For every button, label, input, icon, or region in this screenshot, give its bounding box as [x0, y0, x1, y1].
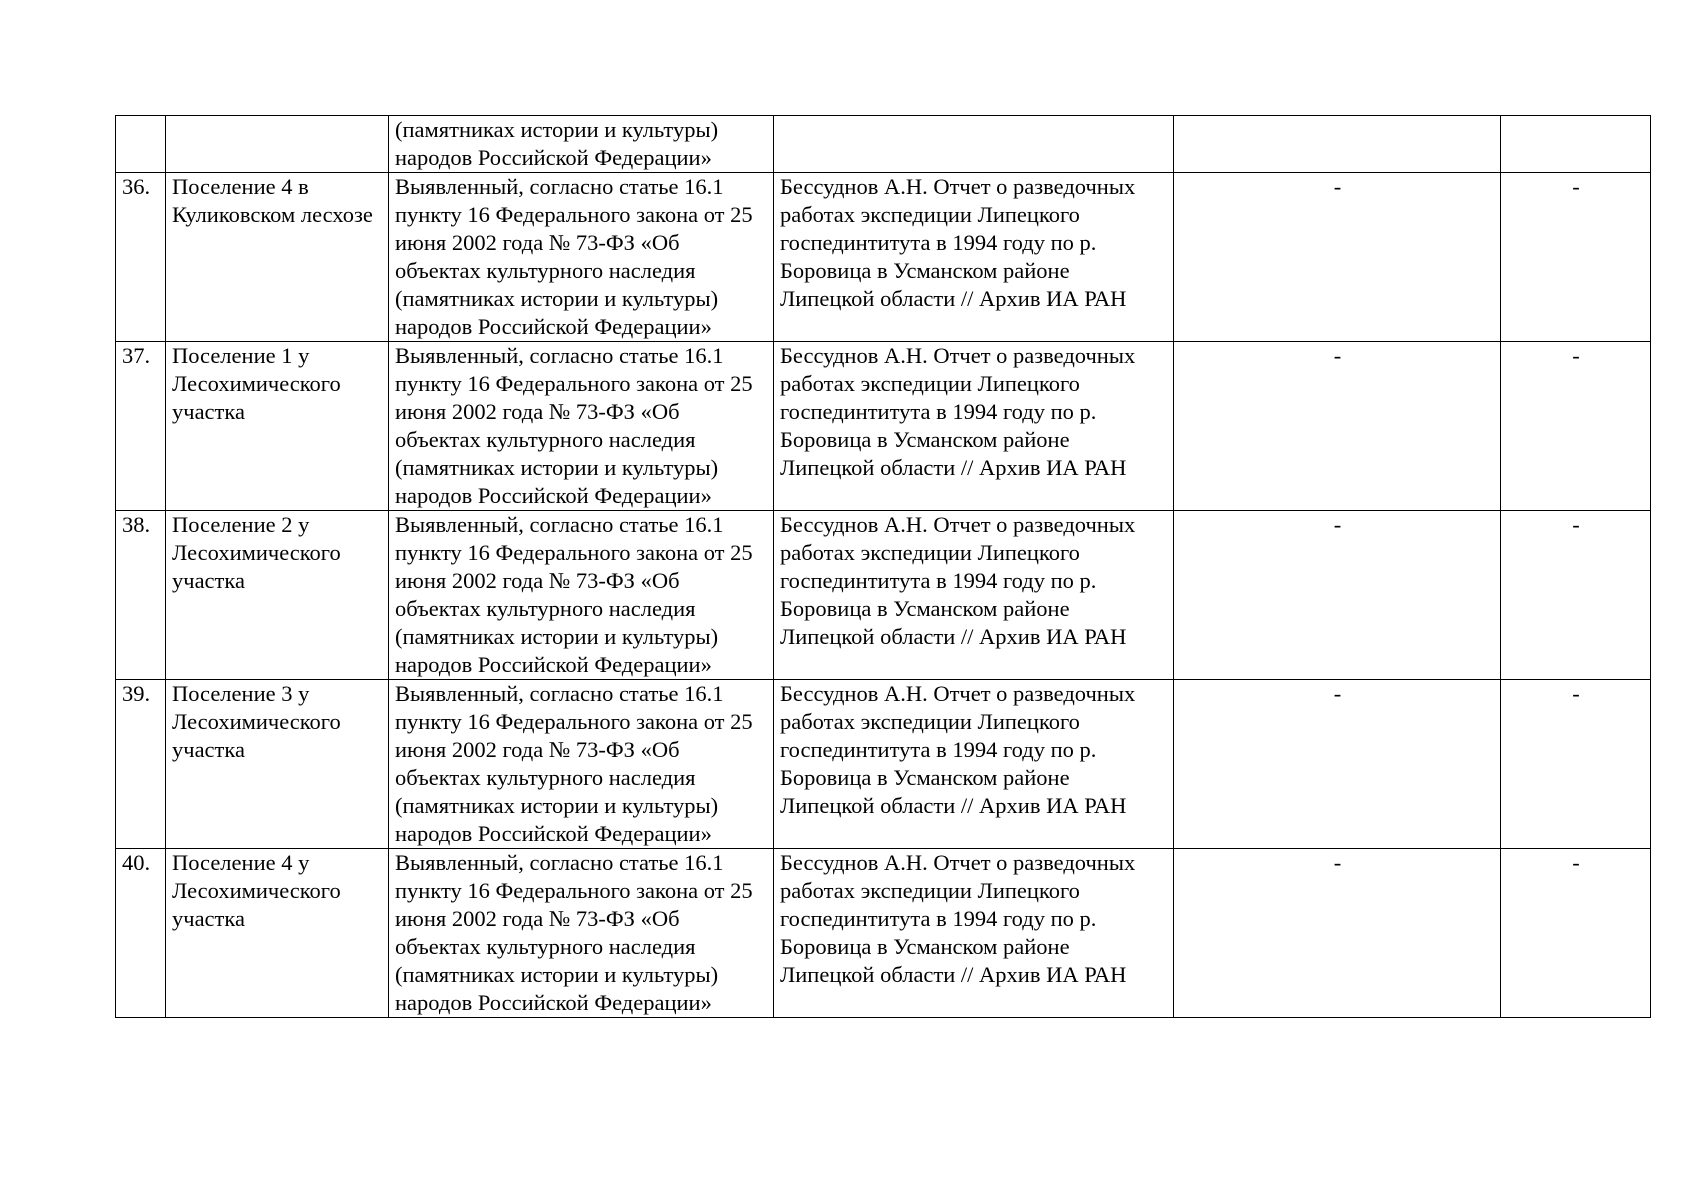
- cell-status: Выявленный, согласно статье 16.1 пункту 16 Федерального закона от 25 июня 2002 года № 73-ФЗ «Об объектах культурного наследия (памятниках истории и культуры) народов Российской Федерации»: [389, 511, 774, 680]
- cell-col6: -: [1501, 173, 1651, 342]
- cell-site-name: Поселение 4 в Куликовском лесхозе: [166, 173, 389, 342]
- cell-col5: -: [1174, 173, 1501, 342]
- table-row-continuation: [116, 116, 1651, 173]
- table-row: [116, 680, 1651, 849]
- cell-col6: -: [1501, 511, 1651, 680]
- table-row: [116, 511, 1651, 680]
- cell-col6: -: [1501, 680, 1651, 849]
- cell-col6: [1501, 116, 1651, 173]
- cell-col5: -: [1174, 511, 1501, 680]
- cell-number: 37.: [116, 342, 166, 511]
- cell-number: [116, 116, 166, 173]
- cell-status: Выявленный, согласно статье 16.1 пункту 16 Федерального закона от 25 июня 2002 года № 73-ФЗ «Об объектах культурного наследия (памятниках истории и культуры) народов Российской Федерации»: [389, 173, 774, 342]
- cell-site-name: Поселение 1 у Лесохимического участка: [166, 342, 389, 511]
- table-row: [116, 849, 1651, 1018]
- table-row: [116, 173, 1651, 342]
- cell-status: Выявленный, согласно статье 16.1 пункту 16 Федерального закона от 25 июня 2002 года № 73-ФЗ «Об объектах культурного наследия (памятниках истории и культуры) народов Российской Федерации»: [389, 849, 774, 1018]
- cell-status: Выявленный, согласно статье 16.1 пункту 16 Федерального закона от 25 июня 2002 года № 73-ФЗ «Об объектах культурного наследия (памятниках истории и культуры) народов Российской Федерации»: [389, 342, 774, 511]
- cell-number: 38.: [116, 511, 166, 680]
- cell-col6: -: [1501, 342, 1651, 511]
- cell-site-name: Поселение 4 у Лесохимического участка: [166, 849, 389, 1018]
- cell-col5: -: [1174, 342, 1501, 511]
- cell-number: 36.: [116, 173, 166, 342]
- cell-status: (памятниках истории и культуры) народов Российской Федерации»: [389, 116, 774, 173]
- cell-source: Бессуднов А.Н. Отчет о разведочных работах экспедиции Липецкого госпединтитута в 1994 году по р. Боровица в Усманском районе Липецкой области // Архив ИА РАН: [774, 173, 1174, 342]
- cell-number: 39.: [116, 680, 166, 849]
- cell-source: [774, 116, 1174, 173]
- cell-source: Бессуднов А.Н. Отчет о разведочных работах экспедиции Липецкого госпединтитута в 1994 году по р. Боровица в Усманском районе Липецкой области // Архив ИА РАН: [774, 849, 1174, 1018]
- cell-site-name: Поселение 2 у Лесохимического участка: [166, 511, 389, 680]
- cell-col6: -: [1501, 849, 1651, 1018]
- cell-col5: -: [1174, 680, 1501, 849]
- cell-site-name: [166, 116, 389, 173]
- cell-number: 40.: [116, 849, 166, 1018]
- heritage-sites-table: [115, 115, 1651, 1018]
- cell-col5: [1174, 116, 1501, 173]
- cell-col5: -: [1174, 849, 1501, 1018]
- cell-source: Бессуднов А.Н. Отчет о разведочных работах экспедиции Липецкого госпединтитута в 1994 году по р. Боровица в Усманском районе Липецкой области // Архив ИА РАН: [774, 511, 1174, 680]
- cell-source: Бессуднов А.Н. Отчет о разведочных работах экспедиции Липецкого госпединтитута в 1994 году по р. Боровица в Усманском районе Липецкой области // Архив ИА РАН: [774, 680, 1174, 849]
- table-row: [116, 342, 1651, 511]
- cell-site-name: Поселение 3 у Лесохимического участка: [166, 680, 389, 849]
- cell-source: Бессуднов А.Н. Отчет о разведочных работах экспедиции Липецкого госпединтитута в 1994 году по р. Боровица в Усманском районе Липецкой области // Архив ИА РАН: [774, 342, 1174, 511]
- cell-status: Выявленный, согласно статье 16.1 пункту 16 Федерального закона от 25 июня 2002 года № 73-ФЗ «Об объектах культурного наследия (памятниках истории и культуры) народов Российской Федерации»: [389, 680, 774, 849]
